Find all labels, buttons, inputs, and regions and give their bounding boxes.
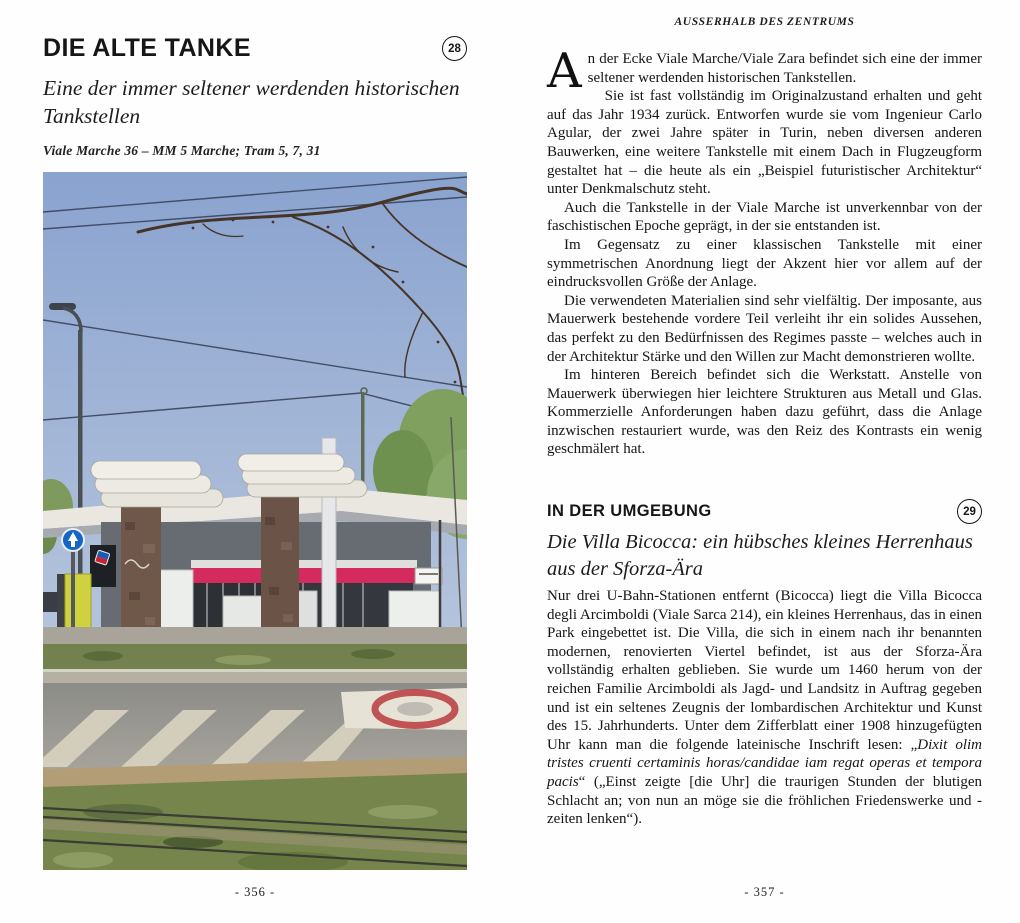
nearby-subtitle: Die Villa Bicocca: ein hübsches kleines Herrenhaus aus der Sforza-Ära xyxy=(547,531,973,581)
nearby-heading-row xyxy=(547,499,982,524)
gas-station-photo xyxy=(43,172,467,870)
title-row xyxy=(43,34,467,63)
paragraph xyxy=(547,43,982,99)
nearby-text-after: “ („Einst zeigte [die Uhr] die traurigen Stunden der blutigen Schlacht an; von nun an möge sie die fröhlichen Friedenswerke und -zeiten lenken“). xyxy=(547,774,982,828)
right-page xyxy=(547,0,982,899)
sight-number-badge-29: 29 xyxy=(957,499,982,524)
drop-cap: A xyxy=(547,43,582,99)
paragraph: Sie ist fast vollständig im Originalzustand erhalten und geht auf das Jahr 1934 zurück. Entworfen wurde sie vom Ingenieur Carlo Agular, der zwei Jahre später in Turin, neben diversen anderen Bauwerken, eine weitere Tankstelle mit einem Dach in Flugzeugform gestaltet hat – die heute als ein „Beispiel futuristischer Architektur“ unter Denkmalschutz steht. xyxy=(547,88,982,198)
page-number-right: - 357 - xyxy=(744,885,785,899)
page-subtitle: Eine der immer seltener werdenden historischen Tankstellen xyxy=(43,76,460,128)
article-body xyxy=(547,43,982,459)
road-speed-marking xyxy=(341,688,467,730)
paragraph: Die verwendeten Materialien sind sehr vielfältig. Der imposante, aus Mauerwerk bestehende vordere Teil verleiht ihr ein solides Aussehen, das perfekt zu den Bedürfnissen des Regimes passte – welches auch in der Architektur Stärke und den Willen zur Macht demonstrieren wollte. xyxy=(547,292,982,365)
nearby-heading: IN DER UMGEBUNG xyxy=(547,502,712,521)
running-header: AUSSERHALB DES ZENTRUMS xyxy=(674,16,855,28)
paragraph: Im hinteren Bereich befindet sich die Werkstatt. Anstelle von Mauerwerk überwiegen hier leichtere Strukturen aus Metall und Glas. Kommerzielle Anforderungen haben dazu geführt, dass die Anlage inzwischen restauriert wurde, was den Reiz des Kontrasts ein wenig geschmälert hat. xyxy=(547,367,982,458)
paragraph: Im Gegensatz zu einer klassischen Tankstelle mit einer symmetrischen Anordnung liegt der Akzent hier vor allem auf der eindrucksvollen Größe der Anlage. xyxy=(547,236,982,291)
page-title: DIE ALTE TANKE xyxy=(43,34,251,62)
paragraph: Auch die Tankstelle in der Viale Marche ist unverkennbar von der faschistischen Epoche geprägt, in der sie entstanden ist. xyxy=(547,199,982,235)
nearby-text-before: Nur drei U-Bahn-Stationen entfernt (Bicocca) liegt die Villa Bicocca degli Arcimboldi (Viale Sarca 214), ein kleines Herrenhaus, das in einen Park eingebettet ist. Die Villa, die sich in einem nach ihr benannten modernen, renovierten Viertel befindet, ist aus der Sforza-Ära vollständig erhalten geblieben. Sie wurde um 1460 herum von der reichen Familie Arcimboldi als Jagd- und Landsitz in Auftrag gegeben und ist ein seltenes Zeugnis der lombardischen Architektur und Kunst des 15. Jahrhunderts. Unter dem Zifferblatt einer 1908 hinzugefügten Uhr kann man die folgende lateinische Inschrift lesen: „ xyxy=(547,588,982,753)
sight-number-badge-28: 28 xyxy=(442,36,467,61)
latin-inscription: Dixit olim tristes cruenti certaminis horas/candidae iam regat operas et tempora pacis xyxy=(547,736,982,790)
tram-verge xyxy=(43,757,467,870)
paragraph-text: n der Ecke Viale Marche/Viale Zara befindet sich eine der immer seltener werdenden historischen Tankstellen. xyxy=(587,51,982,86)
address-line: Viale Marche 36 – MM 5 Marche; Tram 5, 7, 31 xyxy=(43,143,321,158)
left-page xyxy=(43,0,467,899)
page-number-left: - 356 - xyxy=(234,885,276,899)
nearby-body xyxy=(547,587,982,829)
